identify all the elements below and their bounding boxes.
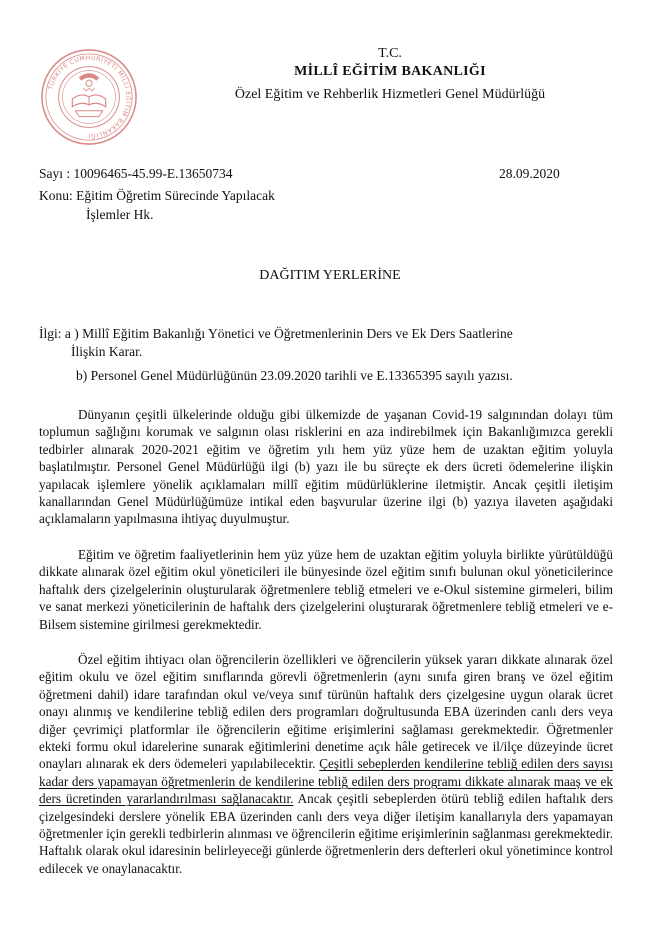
document-date: 28.09.2020 (499, 166, 560, 181)
reference-b: b) Personel Genel Müdürlüğünün 23.09.2020 tarihli ve E.13365395 sayılı yazısı. (76, 368, 513, 383)
paragraph-text-part: Özel eğitim ihtiyacı olan öğrencilerin özellikleri ve öğrencilerin yüksek yararı dikkate alınarak özel eğitim okulu ve özel eğitim sınıflarında görevli öğretmenlerin (aynı sınıfa giren branş ve özel eğitim öğretmeni dahil) idare tarafından okul ve/veya sınıf türünün haftalık ders çizelgesine uygun olarak ücret onayı alınmış ve kendilerine tebliğ edilen ders programları doğrultusunda EBA üzerinden canlı ders veya diğer çevrimiçi platformlar ile öğrencilerin eğitime erişimlerini sağlaması gerekmektedir. Öğretmenler ekteki formu okul idarelerine sunarak eğitimlerini denetime açık hâle getirecek ve il/ilçe düzeyinde ücret onayları alınarak ek ders ödemeleri yapılabilecektir. (39, 652, 613, 772)
paragraph-text (39, 651, 613, 877)
reference-a-continued: İlişkin Karar. (71, 344, 143, 359)
subject-line: Konu: Eğitim Öğretim Sürecinde Yapılacak (39, 188, 275, 203)
recipients-heading: DAĞITIM YERLERİNE (259, 268, 401, 283)
body-paragraph-1 (39, 406, 613, 528)
ministry-seal-logo (40, 48, 138, 146)
body-paragraph-2 (39, 546, 613, 633)
svg-text:TÜRKİYE CUMHURİYETİ MİLLÎ EĞİT: TÜRKİYE CUMHURİYETİ MİLLÎ EĞİTİM BAKANLIĞI (47, 54, 132, 140)
header-ministry: MİLLÎ EĞİTİM BAKANLIĞI (294, 64, 486, 79)
header-tc: T.C. (378, 46, 402, 61)
document-number: Sayı : 10096465-45.99-E.13650734 (39, 166, 233, 181)
paragraph-text-part: Ancak çeşitli sebeplerden ötürü tebliğ edilen haftalık ders çizelgesindeki derslere yönelik EBA üzerinden canlı ders veya diğer iletişim kanallarıyla ders yapamayan öğretmenler için gerekli tedbirlerin alınması ve öğrencilerin eğitime erişimlerinin sağlanması gerekmektedir. Haftalık olarak okul idaresinin belirleyeceği günlerde öğretmenlerin ders defterleri okul yönetimince kontrol edilecek ve onaylanacaktır. (39, 791, 613, 876)
header-directorate: Özel Eğitim ve Rehberlik Hizmetleri Genel Müdürlüğü (234, 87, 546, 102)
underlined-statement: Çeşitli sebeplerden kendilerine tebliğ edilen ders sayısı kadar ders yapamayan öğretmenlerin de kendilerine tebliğ edilen ders programı dikkate alınarak maaş ve ek ders ücretinden yararlandırılması sağlanacaktır. (39, 756, 613, 807)
subject-line-continued: İşlemler Hk. (86, 207, 154, 222)
body-paragraph-3 (39, 651, 613, 877)
paragraph-text: Dünyanın çeşitli ülkelerinde olduğu gibi ülkemizde de yaşanan Covid-19 salgınından dolayı tüm toplumun sağlığını korumak ve salgının olası risklerini en aza indirebilmek için Bakanlığımızca gerekli tedbirler alınarak 2020-2021 eğitim ve öğretim yılı hem yüz yüze hem de uzaktan eğitim yoluyla başlatılmıştır. Personel Genel Müdürlüğü ilgi (b) yazı ile bu süreçte ek ders ücreti ödemelerine ilişkin yapılacak işlemlere yönelik açıklamaları millî eğitim müdürlüklerine iletmiştir. Ancak çeşitli iletişim kanallarından Genel Müdürlüğümüze intikal eden başvurular üzerine ilgi (b) yazıya ilaveten aşağıdaki açıklamaların yapılmasına ihtiyaç duyulmuştur. (39, 407, 613, 527)
paragraph-text: Eğitim ve öğretim faaliyetlerinin hem yüz yüze hem de uzaktan eğitim yoluyla birlikte yürütüldüğü dikkate alınarak özel eğitim okul yöneticileri ile bünyesinde özel eğitim sınıfı bulunan okul yöneticilerince haftalık ders çizelgelerinin oluşturularak öğretmenlere tebliğ etmeleri ve e-Okul sistemine girmeleri, bilim ve sanat merkezi yöneticilerinin de haftalık ders çizelgelerini oluşturarak öğretmenlere tebliğ etmeleri ve e-Bilsem sistemine girilmesi gerekmektedir. (39, 547, 613, 632)
reference-a: İlgi: a ) Millî Eğitim Bakanlığı Yönetici ve Öğretmenlerinin Ders ve Ek Ders Saatlerine (39, 326, 513, 341)
